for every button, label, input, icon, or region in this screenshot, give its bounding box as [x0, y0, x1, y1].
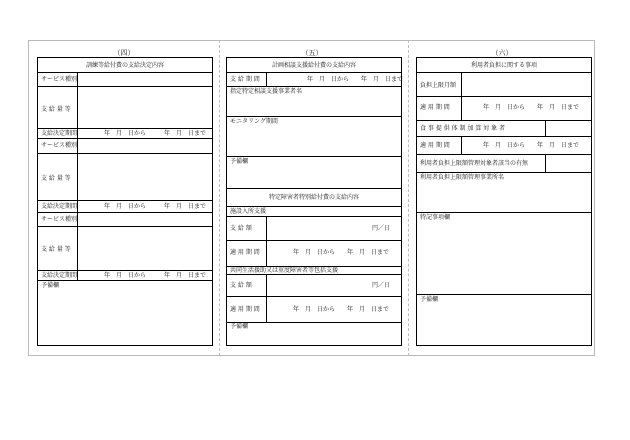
row-divider — [227, 274, 401, 275]
row-divider — [227, 206, 401, 207]
special-notes-label: 特記事項欄 — [420, 214, 451, 221]
row-divider — [38, 200, 212, 201]
row-divider — [417, 154, 591, 155]
apply-period-label-2: 適 用 期 間 — [230, 306, 260, 313]
row-divider — [417, 294, 591, 295]
monitoring-period-label: モニタリング期間 — [230, 118, 278, 125]
service-type-label-3: サービス種別 — [41, 216, 78, 223]
row-divider — [227, 156, 401, 157]
amount-unit-1: 円／日 — [372, 225, 391, 232]
row-divider — [227, 296, 401, 297]
row-divider — [38, 86, 212, 87]
amount-label-2: 支 給 額 — [230, 282, 252, 289]
panel-title: 訓練等給付費の支給決定内容 — [85, 62, 164, 69]
apply-period-label-1: 適 用 期 間 — [420, 104, 450, 111]
service-type-label-1: サービス種別 — [41, 76, 78, 83]
decision-period-value-1: 年 月 日から 年 月 日まで — [104, 130, 207, 137]
column-divider — [266, 72, 267, 86]
decision-period-value-2: 年 月 日から 年 月 日まで — [104, 203, 207, 210]
burden-limit-label: 負担上限月額 — [420, 82, 457, 89]
column-number-4: （四） — [113, 49, 135, 57]
row-divider — [417, 212, 591, 213]
amount-unit-2: 円／日 — [372, 282, 391, 289]
column-divider — [266, 274, 267, 322]
facility-label: 施設入所支援 — [230, 208, 267, 215]
remarks-label: 予備欄 — [41, 282, 60, 289]
panel-training-benefit — [37, 57, 213, 346]
row-divider — [38, 270, 212, 271]
decision-period-label-3: 支給決定期間 — [41, 272, 78, 279]
row-divider — [38, 226, 212, 227]
row-divider — [38, 280, 212, 281]
panel-title: 計画相談支援給付費の支給内容 — [271, 62, 356, 69]
decision-period-label-2: 支給決定期間 — [41, 203, 78, 210]
payment-period-label: 支 給 期 間 — [230, 76, 260, 83]
payment-period-value: 年 月 日から 年 月 日まで — [307, 76, 404, 83]
decision-period-value-3: 年 月 日から 年 月 日まで — [104, 272, 207, 279]
remarks-label-2: 予備欄 — [230, 323, 249, 330]
provider-name-label: 指定特定相談支援事業者名 — [230, 88, 303, 95]
management-provider-label: 利用者負担上限額管理事業所名 — [420, 174, 505, 181]
panel-user-burden — [416, 57, 592, 346]
panel-title: 利用者負担に関する事項 — [470, 62, 537, 69]
meal-provision-label: 食 事 提 供 体 制 加 算 対 象 者 — [420, 125, 506, 132]
column-number-5: （五） — [301, 49, 323, 57]
row-divider — [38, 153, 212, 154]
amount-label-3: 支 給 量 等 — [41, 246, 71, 253]
row-divider — [227, 86, 401, 87]
row-divider — [417, 96, 591, 97]
row-divider — [38, 72, 212, 73]
row-divider — [227, 322, 401, 323]
row-divider — [417, 172, 591, 173]
row-divider — [38, 212, 212, 213]
apply-period-value-2: 年 月 日から 年 月 日まで — [293, 306, 390, 313]
row-divider — [38, 128, 212, 129]
column-divider — [461, 136, 462, 154]
row-divider — [227, 240, 401, 241]
sub-section-title: 特定障害者特別給付費の支給内容 — [268, 194, 359, 201]
group-home-label: 共同生活援助又は重度障害者等包括支援 — [230, 267, 339, 274]
column-number-6: （六） — [491, 49, 513, 57]
apply-period-label-1: 適 用 期 間 — [230, 249, 260, 256]
fold-line-right — [408, 40, 409, 356]
row-divider — [227, 188, 401, 189]
row-divider — [417, 72, 591, 73]
column-divider — [266, 216, 267, 266]
column-divider — [545, 120, 546, 136]
decision-period-label-1: 支給決定期間 — [41, 130, 78, 137]
management-target-label: 利用者負担上限額管理対象者該当の有無 — [420, 160, 529, 167]
row-divider — [227, 72, 401, 73]
service-type-label-2: サービス種別 — [41, 142, 78, 149]
apply-period-value-1: 年 月 日から 年 月 日まで — [293, 249, 390, 256]
row-divider — [227, 216, 401, 217]
amount-label-1: 支 給 額 — [230, 225, 252, 232]
row-divider — [417, 120, 591, 121]
apply-period-label-2: 適 用 期 間 — [420, 142, 450, 149]
row-divider — [38, 138, 212, 139]
fold-line-left — [219, 40, 220, 356]
apply-period-value-1: 年 月 日から 年 月 日まで — [483, 104, 580, 111]
row-divider — [417, 136, 591, 137]
amount-label-2: 支 給 量 等 — [41, 175, 71, 182]
remarks-label: 予備欄 — [420, 296, 439, 303]
column-divider — [545, 154, 546, 172]
panel-consultation-benefit — [226, 57, 402, 346]
amount-label-1: 支 給 量 等 — [41, 106, 71, 113]
row-divider — [227, 116, 401, 117]
remarks-label: 予備欄 — [230, 158, 249, 165]
apply-period-value-2: 年 月 日から 年 月 日まで — [483, 142, 580, 149]
